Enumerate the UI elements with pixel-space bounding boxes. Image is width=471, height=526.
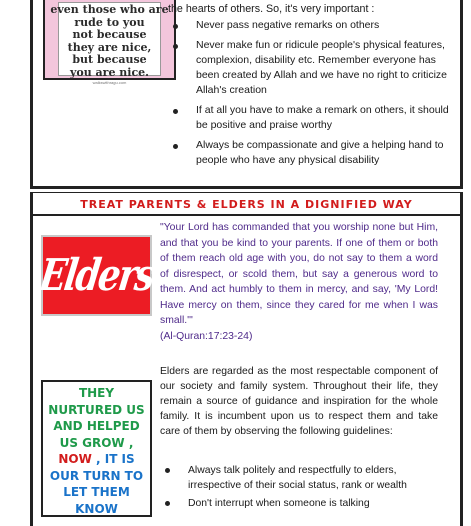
quran-quote-text: "Your Lord has commanded that you worship none but Him, and that you be kind to your parents. If one of them or both of them reach old age with you, do not say to them a word of disrespect, or scold them, but say a generous word to them. And act humbly to them in mercy, and say, 'My Lord! Have mercy on them, since they cared for me when I was small.'" [160,222,438,326]
quran-reference: (Al-Quran:17:23-24) [160,330,253,342]
callout-line: OUR TURN TO [49,468,144,483]
guideline-item: If at all you have to make a remark on others, it should be positive and praise worthy [168,103,462,133]
lead-sentence: the hearts of others. So, it's very important : [168,3,375,15]
quote-poster-line: even those who are [50,3,169,16]
callout-now: NOW [58,452,92,466]
callout-line: KNOW [75,501,118,516]
elders-logo-word: Elders [36,249,157,302]
quote-poster-line: not because [72,28,147,41]
callout-it-is: , IT IS [91,452,135,466]
callout-line: THEY [78,386,115,400]
elders-paragraph: Elders are regarded as the most respectable component of our society and family system. Throughout their life, they remain a source of guidance and inspiration for the whole family. It is incumbent upon us to respect them and take care of them by observing the following guidelines: [160,366,438,437]
quote-poster-image [43,0,176,85]
section-title: TREAT PARENTS & ELDERS IN A DIGNIFIED WAY [33,196,460,216]
callout-line [43,451,150,468]
quote-poster-line: they are nice, [67,40,152,54]
elders-section [30,192,463,526]
callout-line: US GROW , [59,435,134,450]
quote-poster-line: you are nice. [69,65,149,79]
guideline-item: Always talk politely and respectfully to elders, irrespective of their social status, rank or wealth [160,463,438,493]
quran-quote [160,220,438,344]
callout-line: LET THEM [63,485,130,499]
quote-poster-inner [50,2,169,85]
guideline-item: Don't interrupt when someone is talking [160,496,438,511]
kindness-section [30,0,463,189]
nurtured-callout [41,380,152,517]
elders-guidelines [160,463,438,514]
guideline-item: Never pass negative remarks on others [168,18,462,33]
callout-line: AND HELPED [53,419,140,433]
quote-poster-credit: walkswithragu.com [92,80,127,85]
callout-line: NURTURED US [48,402,145,417]
quote-poster-line: but because [72,53,147,66]
kindness-guidelines [168,18,462,173]
guideline-item: Always be compassionate and give a helping hand to people who have any physical disability [168,138,462,168]
elders-logo-image [36,235,157,316]
guideline-item: Never make fun or ridicule people's physical features, complexion, disability etc. Remember everyone has been created by Allah and we have no right to criticize Allah's creation [168,38,462,98]
quote-poster-line: rude to you [74,15,145,29]
